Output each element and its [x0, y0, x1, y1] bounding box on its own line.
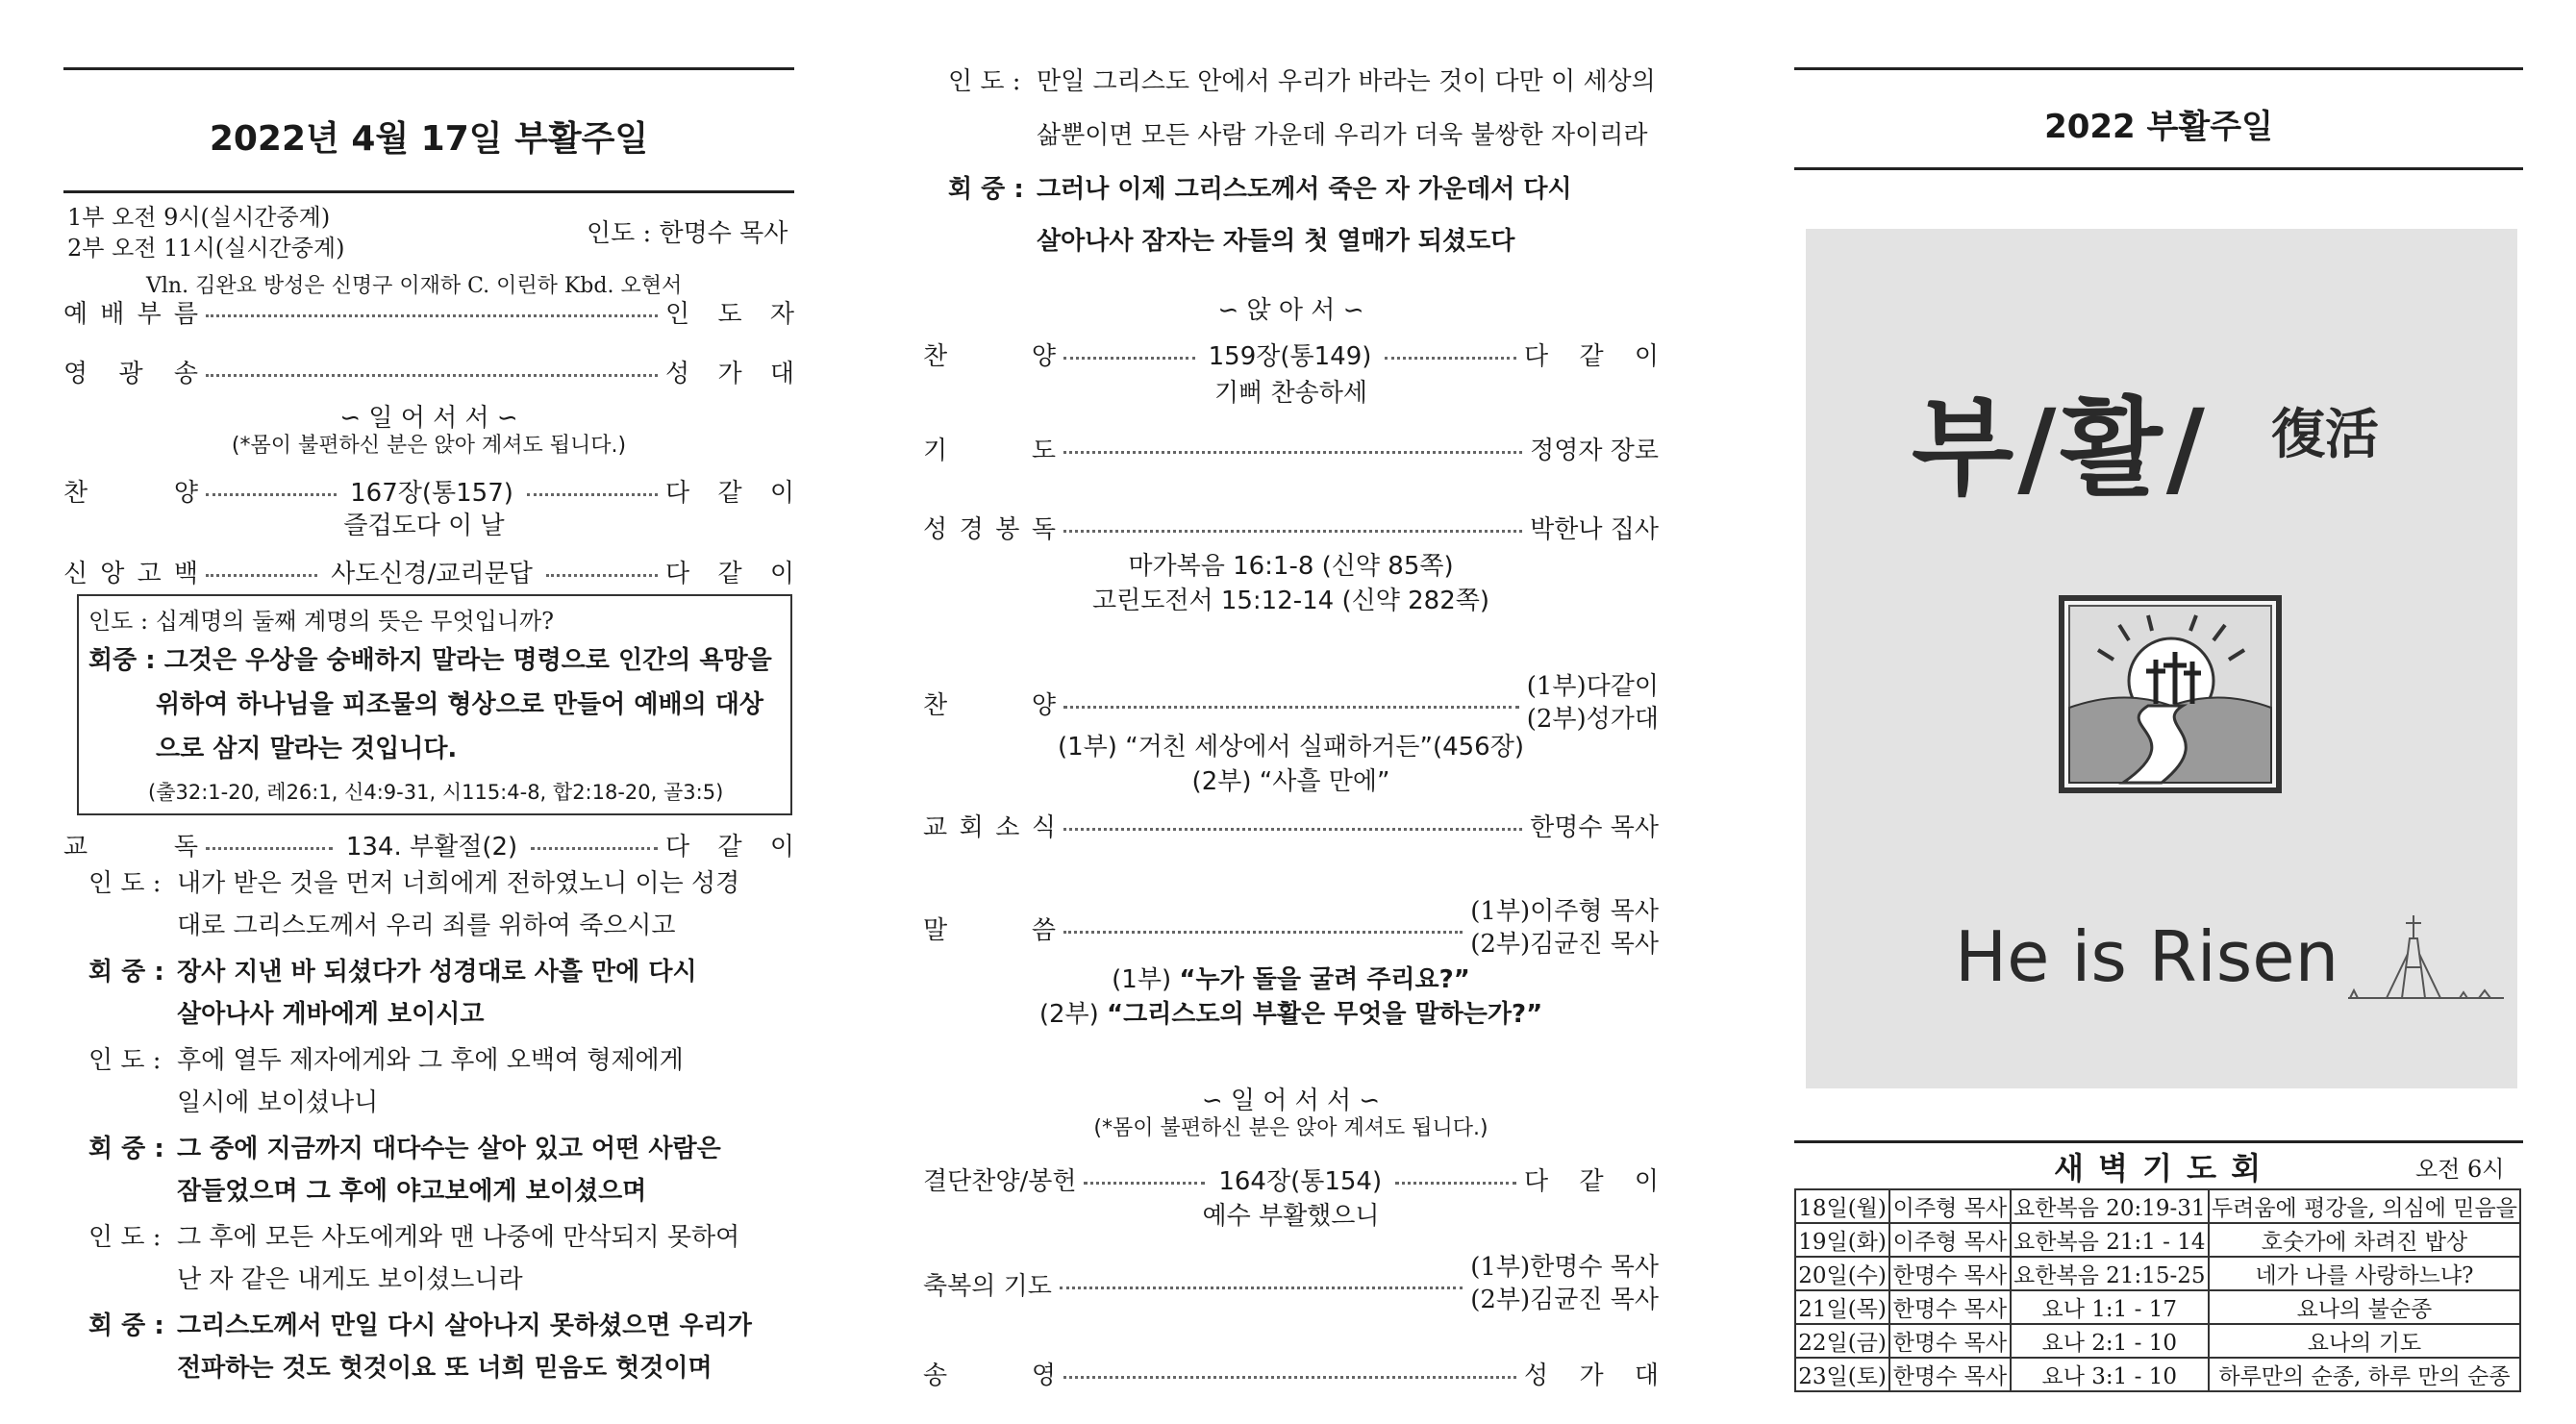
- title-rule: [63, 190, 794, 193]
- order-who: 다 같 이: [665, 478, 794, 508]
- reading-text: 만일 그리스도 안에서 우리가 바라는 것이 다만 이 세상의: [1037, 67, 1656, 96]
- reading-line: [88, 1263, 794, 1296]
- order-row-benediction: [923, 1250, 1659, 1317]
- schedule-preacher: 한명수 목사: [1889, 1358, 2011, 1391]
- schedule-topic: 하루만의 순종, 하루 만의 순종: [2209, 1358, 2520, 1391]
- reading-text: 전파하는 것도 헛것이요 또 너희 믿음도 헛것이며: [177, 1354, 713, 1383]
- schedule-row: [1795, 1324, 2520, 1358]
- hymn-title: 즐겁도다 이 날: [343, 512, 505, 540]
- order-row-scripture: [923, 510, 1659, 544]
- dawn-prayer-schedule: [1794, 1188, 2521, 1392]
- reading-line: [948, 119, 1659, 152]
- reading-text: 그 후에 모든 사도에게와 맨 나중에 만삭되지 못하여: [177, 1223, 740, 1252]
- schedule-day: 20일(수): [1795, 1257, 1889, 1290]
- order-row-hymn: [923, 337, 1659, 371]
- sermon-title-2: (2부) “그리스도의 부활은 무엇을 말하는가?”: [1038, 1000, 1543, 1029]
- hymn-number: 167장(통157): [350, 478, 513, 508]
- order-label: 예 배 부 름: [63, 299, 198, 329]
- schedule-preacher: 한명수 목사: [1889, 1290, 2011, 1324]
- musicians: Vln. 김완요 방성은 신명구 이재하 C. 이린하 Kbd. 오현서: [146, 274, 683, 298]
- reading-line: [88, 998, 794, 1031]
- schedule-topic: 호숫가에 차려진 밥상: [2209, 1223, 2520, 1257]
- reading-text: 삶뿐이면 모든 사람 가운데 우리가 더욱 불쌍한 자이리라: [1037, 121, 1648, 150]
- order-row-sermon: [923, 894, 1659, 962]
- title-rule: [1794, 167, 2523, 170]
- praise-song-1: (1부) “거친 세상에서 실패하거든”(456장): [1058, 733, 1524, 762]
- reading-line: [948, 65, 1659, 98]
- schedule-topic: 요나의 불순종: [2209, 1290, 2520, 1324]
- page-title: 2022년 4월 17일 부활주일: [209, 119, 649, 159]
- order-who: (1부)이주형 목사 (2부)김균진 목사: [1470, 897, 1659, 959]
- reading-speaker: 회 중 :: [948, 175, 1024, 204]
- reading-line: [88, 1044, 794, 1077]
- order-who: 인 도 자: [665, 299, 794, 329]
- dawn-prayer-title: 새 벽 기 도 회: [2054, 1150, 2263, 1187]
- cover-subtitle: He is Risen: [1955, 916, 2339, 997]
- order-who: 다 같 이: [1524, 1166, 1659, 1196]
- left-page: [63, 0, 794, 1424]
- top-rule: [1794, 67, 2523, 70]
- right-page: [1794, 0, 2523, 1424]
- schedule-topic: 네가 나를 사랑하느냐?: [2209, 1257, 2520, 1290]
- reading-text: 그러나 이제 그리스도께서 죽은 자 가운데서 다시: [1037, 175, 1572, 204]
- schedule-preacher: 한명수 목사: [1889, 1324, 2011, 1358]
- reading-text: 그리스도께서 만일 다시 살아나지 못하셨으면 우리가: [177, 1312, 752, 1340]
- reading-line: [948, 173, 1659, 206]
- reading-line: [88, 1221, 794, 1254]
- crosses-road-illustration: [2056, 592, 2287, 799]
- reading-text: 살아나사 게바에게 보이시고: [177, 1000, 485, 1029]
- order-who: 다 같 이: [665, 559, 795, 588]
- top-rule: [63, 67, 794, 70]
- order-label: 송 영: [923, 1361, 1056, 1390]
- order-who: (1부)다같이 (2부)성가대: [1526, 672, 1659, 734]
- schedule-preacher: 한명수 목사: [1889, 1257, 2011, 1290]
- reading-line: [88, 1087, 794, 1119]
- praise-song-2: (2부) “사흘 만에”: [1191, 767, 1390, 796]
- reading-text: 장사 지낸 바 되셨다가 성경대로 사흘 만에 다시: [177, 958, 697, 987]
- order-row-call-to-worship: [63, 294, 794, 329]
- schedule-passage: 요나 3:1 - 10: [2011, 1358, 2209, 1391]
- reading-line: [88, 1133, 794, 1165]
- reading-speaker: 회 중 :: [88, 1312, 164, 1340]
- order-row-offering: [923, 1162, 1659, 1196]
- cover-hanja: 復活: [2271, 403, 2379, 466]
- reading-number: 134. 부활절(2): [345, 832, 518, 862]
- catechism-question: 인도 : 십계명의 둘째 계명의 뜻은 무엇입니까?: [88, 608, 555, 635]
- creed-name: 사도신경/교리문답: [331, 559, 533, 588]
- reading-line: [948, 225, 1659, 258]
- hymn-title: 예수 부활했으니: [1202, 1202, 1380, 1231]
- schedule-row: [1795, 1257, 2520, 1290]
- order-label: 찬 양: [923, 690, 1056, 720]
- order-label: 결단찬양/봉헌: [923, 1166, 1077, 1196]
- order-who: 다 같 이: [1524, 341, 1659, 371]
- order-label: 교 독: [63, 832, 198, 862]
- reading-text: 대로 그리스도께서 우리 죄를 위하여 죽으시고: [177, 912, 676, 940]
- schedule-topic: 두려움에 평강을, 의심에 믿음을: [2209, 1189, 2520, 1223]
- schedule-passage: 요한복음 21:15-25: [2011, 1257, 2209, 1290]
- order-row-church-news: [923, 808, 1659, 842]
- order-label: 교 회 소 식: [923, 812, 1056, 842]
- order-label: 찬 양: [923, 341, 1056, 371]
- reading-line: [88, 1175, 794, 1208]
- schedule-passage: 요한복음 20:19-31: [2011, 1189, 2209, 1223]
- page-title: 2022 부활주일: [2044, 108, 2273, 146]
- order-label: 축복의 기도: [923, 1271, 1052, 1301]
- cover-title: 부/활/: [1912, 387, 2209, 510]
- hymn-title: 기뻐 찬송하세: [1214, 379, 1367, 408]
- sermon-title-1: (1부) “누가 돌을 굴려 주리요?”: [1112, 965, 1470, 994]
- dawn-prayer-time: 오전 6시: [2415, 1156, 2505, 1183]
- schedule-preacher: 이주형 목사: [1889, 1189, 2011, 1223]
- order-label: 성 경 봉 독: [923, 514, 1056, 544]
- sit-heading: ∽ 앉 아 서 ∽: [1217, 296, 1364, 325]
- dawn-top-rule: [1794, 1140, 2523, 1143]
- reading-text: 살아나사 잠자는 자들의 첫 열매가 되셨도다: [1037, 227, 1515, 256]
- schedule-topic: 요나의 기도: [2209, 1324, 2520, 1358]
- reading-text: 난 자 같은 내게도 보이셨느니라: [177, 1265, 523, 1294]
- order-row-prayer: [923, 431, 1659, 465]
- schedule-preacher: 이주형 목사: [1889, 1223, 2011, 1257]
- reading-line: [88, 867, 794, 900]
- schedule-row: [1795, 1223, 2520, 1257]
- reading-speaker: 회 중 :: [88, 1135, 164, 1163]
- order-row-doxology: [923, 1356, 1659, 1390]
- order-who: (1부)한명수 목사 (2부)김균진 목사: [1470, 1253, 1659, 1314]
- middle-page: [923, 0, 1659, 1424]
- reading-line: [88, 1310, 794, 1342]
- hymn-number: 159장(통149): [1208, 341, 1372, 371]
- schedule-passage: 요나 1:1 - 17: [2011, 1290, 2209, 1324]
- order-label: 말 씀: [923, 915, 1056, 945]
- order-who: 정영자 장로: [1530, 436, 1659, 465]
- reading-speaker: 인 도 :: [88, 1223, 162, 1252]
- order-label: 기 도: [923, 436, 1056, 465]
- reading-line: [88, 956, 794, 988]
- order-label: 영 광 송: [63, 359, 198, 388]
- leader-name: 인도 : 한명수 목사: [587, 219, 788, 248]
- reading-text: 그 중에 지금까지 대다수는 살아 있고 어떤 사람은: [177, 1135, 721, 1163]
- stand-heading: ∽ 일 어 서 서 ∽: [339, 404, 518, 433]
- schedule-day: 19일(화): [1795, 1223, 1889, 1257]
- scripture-1: 마가복음 16:1-8 (신약 85쪽): [1128, 552, 1454, 581]
- stand-note: (*몸이 불편하신 분은 앉아 계셔도 됩니다.): [231, 434, 627, 458]
- order-who: 성 가 대: [1524, 1361, 1659, 1390]
- order-who: 성 가 대: [665, 359, 794, 388]
- schedule-row: [1795, 1189, 2520, 1223]
- service-time-1: 1부 오전 9시(실시간중계): [67, 204, 331, 231]
- catechism-box: [77, 594, 792, 815]
- schedule-day: 21일(목): [1795, 1290, 1889, 1324]
- order-who: 박한나 집사: [1530, 514, 1659, 544]
- scripture-2: 고린도전서 15:12-14 (신약 282쪽): [1091, 587, 1490, 615]
- hymn-number: 164장(통154): [1218, 1166, 1383, 1196]
- catechism-answer-3: 으로 삼지 말라는 것입니다.: [156, 735, 458, 763]
- catechism-answer-2: 위하여 하나님을 피조물의 형상으로 만들어 예배의 대상: [156, 690, 763, 719]
- catechism-references: (출32:1-20, 레26:1, 신4:9-31, 시115:4-8, 합2:18-20, 골3:5): [148, 781, 724, 804]
- schedule-passage: 요한복음 21:1 - 14: [2011, 1223, 2209, 1257]
- cover-image: [1806, 229, 2517, 1088]
- reading-text: 후에 열두 제자에게와 그 후에 오백여 형제에게: [177, 1046, 684, 1075]
- order-row-hymn: [63, 473, 794, 508]
- service-time-2: 2부 오전 11시(실시간중계): [67, 235, 345, 262]
- order-label: 찬 양: [63, 478, 198, 508]
- reading-text: 내가 받은 것을 먼저 너희에게 전하였노니 이는 성경: [177, 869, 740, 898]
- order-row-creed: [63, 554, 794, 588]
- reading-line: [88, 910, 794, 942]
- schedule-row: [1795, 1358, 2520, 1391]
- reading-speaker: 인 도 :: [88, 869, 162, 898]
- reading-text: 잠들었으며 그 후에 야고보에게 보이셨으며: [177, 1177, 647, 1206]
- tower-icon: [2344, 910, 2508, 1006]
- order-row-gloria: [63, 354, 794, 388]
- order-who: 한명수 목사: [1530, 812, 1659, 842]
- order-who: 다 같 이: [665, 832, 794, 862]
- schedule-day: 18일(월): [1795, 1189, 1889, 1223]
- reading-text: 일시에 보이셨나니: [177, 1088, 379, 1117]
- stand-note: (*몸이 불편하신 분은 앉아 계셔도 됩니다.): [1093, 1116, 1488, 1140]
- schedule-row: [1795, 1290, 2520, 1324]
- order-row-responsive-reading: [63, 827, 794, 862]
- order-label: 신 앙 고 백: [63, 559, 198, 588]
- schedule-day: 22일(금): [1795, 1324, 1889, 1358]
- reading-speaker: 회 중 :: [88, 958, 164, 987]
- schedule-passage: 요나 2:1 - 10: [2011, 1324, 2209, 1358]
- reading-speaker: 인 도 :: [88, 1046, 162, 1075]
- catechism-answer-1: 회중 : 그것은 우상을 숭배하지 말라는 명령으로 인간의 욕망을: [88, 646, 772, 675]
- reading-line: [88, 1352, 794, 1385]
- schedule-day: 23일(토): [1795, 1358, 1889, 1391]
- stand-heading: ∽ 일 어 서 서 ∽: [1201, 1087, 1381, 1115]
- reading-speaker: 인 도 :: [948, 67, 1021, 96]
